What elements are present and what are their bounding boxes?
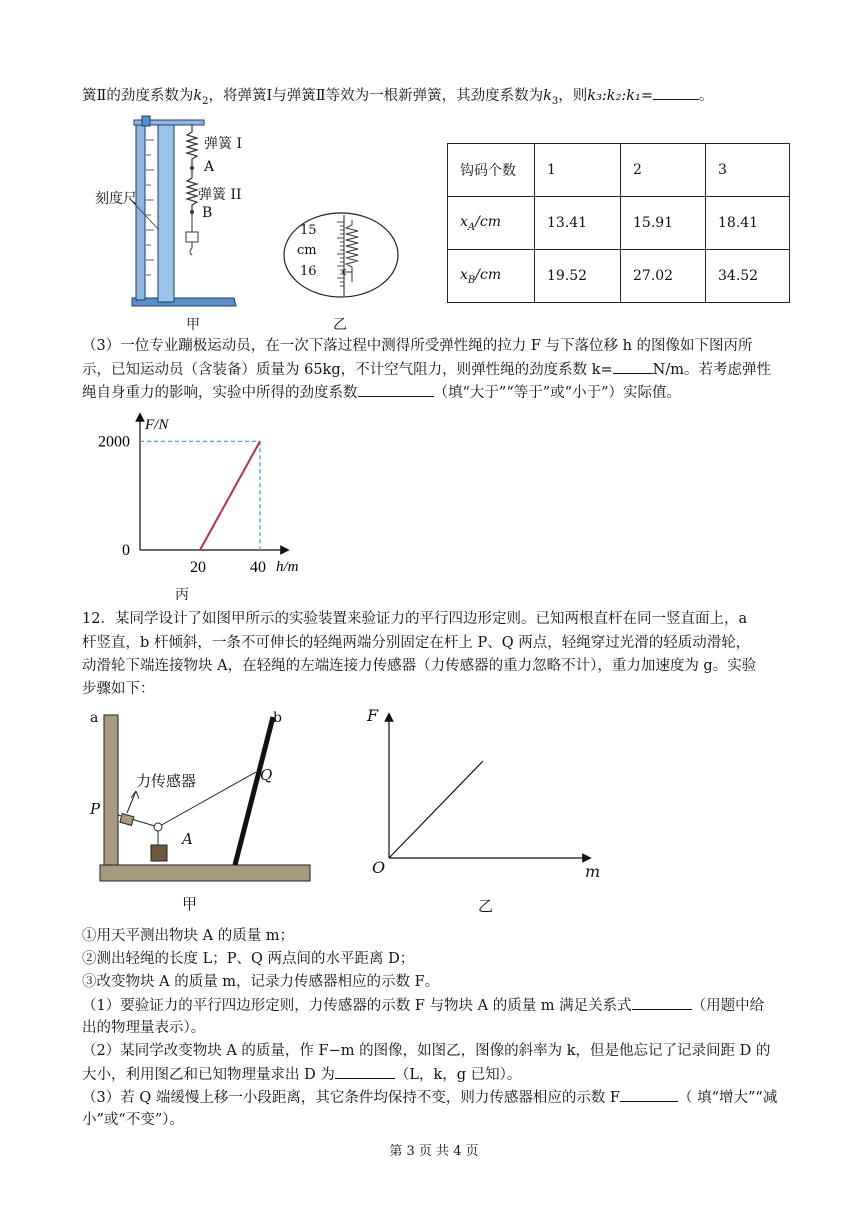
unit-cm: cm — [297, 243, 317, 258]
unit-text: /cm — [475, 266, 502, 283]
table-cell: 27.02 — [621, 250, 706, 303]
k2-symbol: k — [193, 88, 203, 104]
answer-blank-relation[interactable] — [632, 994, 692, 1010]
graph-line — [389, 761, 483, 858]
table-cell: 13.41 — [535, 197, 621, 250]
table-cell: 19.52 — [535, 250, 621, 303]
table-cell: 34.52 — [706, 250, 790, 303]
part3-line1 — [82, 1086, 777, 1109]
q11-part3-line1: （3）一位专业蹦极运动员，在一次下落过程中测得所受弹性绳的拉力 F 与下落位移 h 的图像如下图丙所 — [82, 338, 753, 354]
q11-intro-line — [82, 84, 714, 113]
spring1-label: 弹簧 I — [204, 136, 242, 152]
y-axis-label: F/N — [145, 417, 169, 433]
step-3: ③改变物块 A 的质量 m，记录力传感器相应的示数 F。 — [82, 974, 440, 990]
table-cell: 18.41 — [706, 197, 790, 250]
x-symbol: x — [460, 213, 468, 230]
spring2-label: 弹簧 II — [198, 187, 242, 203]
tick-15: 15 — [300, 223, 317, 238]
series-line — [200, 441, 260, 550]
part2-line2 — [82, 1063, 521, 1086]
intro-text-c: ，则 — [558, 88, 588, 104]
step-1: ①用天平测出物块 A 的质量 m； — [82, 928, 295, 944]
scale-label: 刻度尺 — [95, 191, 137, 207]
y-tick-label: 2000 — [98, 433, 130, 451]
row-label-xa — [448, 197, 535, 250]
fig-yi-caption: 乙 — [333, 317, 347, 333]
q11-part3-line2 — [82, 358, 771, 381]
table-header-cell: 3 — [706, 144, 790, 197]
table-row — [448, 197, 790, 250]
table-header-cell: 钩码个数 — [448, 144, 535, 197]
q12-line1: 12．某同学设计了如图甲所示的实验装置来验证力的平行四边形定则。已知两根直杆在同一竖直面上，a — [82, 611, 748, 627]
y-tick-label: 0 — [122, 542, 130, 559]
answer-blank-d[interactable] — [335, 1063, 395, 1079]
part3-text-a: （3）若 Q 端缓慢上移一小段距离，其它条件均保持不变，则力传感器相应的示数 F — [82, 1090, 620, 1106]
part1-line2: 出的物理量表示）。 — [82, 1020, 206, 1036]
page-footer: 第 3 页 共 4 页 — [389, 1144, 479, 1159]
part3-text-c: 绳自身重力的影响，实验中所得的劲度系数 — [82, 385, 358, 401]
ratio-expression: k₃:k₂:k₁= — [587, 88, 654, 104]
q12-line4: 步骤如下： — [82, 681, 155, 697]
q11-part3-line3 — [82, 381, 681, 404]
part3-text-a: 示，已知运动员（含装备）质量为 65kg，不计空气阻力，则弹性绳的劲度系数 k= — [82, 362, 613, 378]
part1-line1 — [82, 994, 764, 1017]
table-row — [448, 250, 790, 303]
point-q-label: Q — [260, 766, 273, 784]
fig-jia-caption: 甲 — [186, 317, 200, 333]
fig-bing-caption: 丙 — [175, 587, 189, 603]
intro-text-a: 簧Ⅱ的劲度系数为 — [82, 88, 194, 104]
part2-line1: （2）某同学改变物块 A 的质量，作 F−m 的图像，如图乙，图像的斜率为 k，但是他忘记了记录间距 D 的 — [82, 1043, 771, 1059]
table-header-cell: 2 — [621, 144, 706, 197]
part1-text-a: （1）要验证力的平行四边形定则，力传感器的示数 F 与物块 A 的质量 m 满足关系式 — [82, 998, 632, 1014]
tick-16: 16 — [300, 264, 317, 279]
x-axis-label: h/m — [276, 559, 299, 575]
point-b-label: B — [202, 205, 213, 221]
point-p-label: P — [90, 800, 101, 818]
rod-b-label: b — [273, 710, 282, 726]
table-header-cell: 1 — [535, 144, 621, 197]
part3-text-b: （ 填“增大”“减 — [678, 1090, 778, 1106]
x-symbol: x — [460, 266, 468, 283]
block-a-label: A — [182, 830, 193, 848]
k3-subscript: 3 — [551, 95, 559, 107]
fig-yi2-caption: 乙 — [478, 897, 494, 915]
answer-blank-k[interactable] — [613, 358, 653, 374]
sensor-label: 力传感器 — [136, 772, 197, 790]
part2-text-b: 大小，利用图乙和已知物理量求出 D 为 — [82, 1067, 335, 1083]
part3-line2: 小”或“不变”）。 — [82, 1112, 184, 1128]
rod-a-label: a — [90, 710, 99, 726]
answer-blank-ratio[interactable] — [653, 84, 699, 100]
table-cell: 15.91 — [621, 197, 706, 250]
data-table — [447, 143, 790, 303]
table-header-row — [448, 144, 790, 197]
part3-text-b: N/m。若考虑弹性 — [652, 362, 771, 378]
part2-text-c: （L，k，g 已知）。 — [394, 1067, 522, 1083]
q12-line3: 动滑轮下端连接物块 A，在轻绳的左端连接力传感器（力传感器的重力忽略不计），重力加速度为 g。实验 — [82, 658, 757, 674]
step-2: ②测出轻绳的长度 L；P、Q 两点间的水平距离 D； — [82, 951, 415, 967]
answer-blank-f-change[interactable] — [620, 1086, 678, 1102]
force-displacement-chart — [90, 405, 320, 585]
pulley-apparatus-figure — [90, 705, 320, 890]
k2-subscript: 2 — [202, 95, 209, 107]
q12-line2: 杆竖直，b 杆倾斜，一条不可伸长的轻绳两端分别固定在杆上 P、Q 两点，轻绳穿过光滑的轻质动滑轮， — [82, 635, 751, 651]
unit-text: /cm — [475, 213, 501, 230]
answer-blank-compare[interactable] — [358, 381, 434, 397]
x-tick-label: 40 — [250, 559, 266, 576]
force-mass-graph — [365, 705, 605, 885]
intro-text-b: ，将弹簧Ⅰ与弹簧Ⅱ等效为一根新弹簧，其劲度系数为 — [208, 88, 544, 104]
part1-text-b: （用题中给 — [691, 998, 765, 1014]
graph-y-label: F — [367, 706, 379, 725]
graph-origin-label: O — [372, 858, 386, 877]
k3-symbol: k — [543, 88, 552, 104]
x-tick-label: 20 — [190, 559, 206, 576]
a-subscript: A — [467, 221, 476, 233]
intro-end: 。 — [699, 88, 714, 104]
graph-x-label: m — [585, 862, 601, 881]
b-subscript: B — [467, 274, 476, 286]
point-a-label: A — [204, 159, 215, 175]
fig-jia2-caption: 甲 — [182, 895, 198, 913]
part3-text-d: （填“大于”“等于”或“小于”）实际值。 — [433, 385, 681, 401]
row-label-xb — [448, 250, 535, 303]
